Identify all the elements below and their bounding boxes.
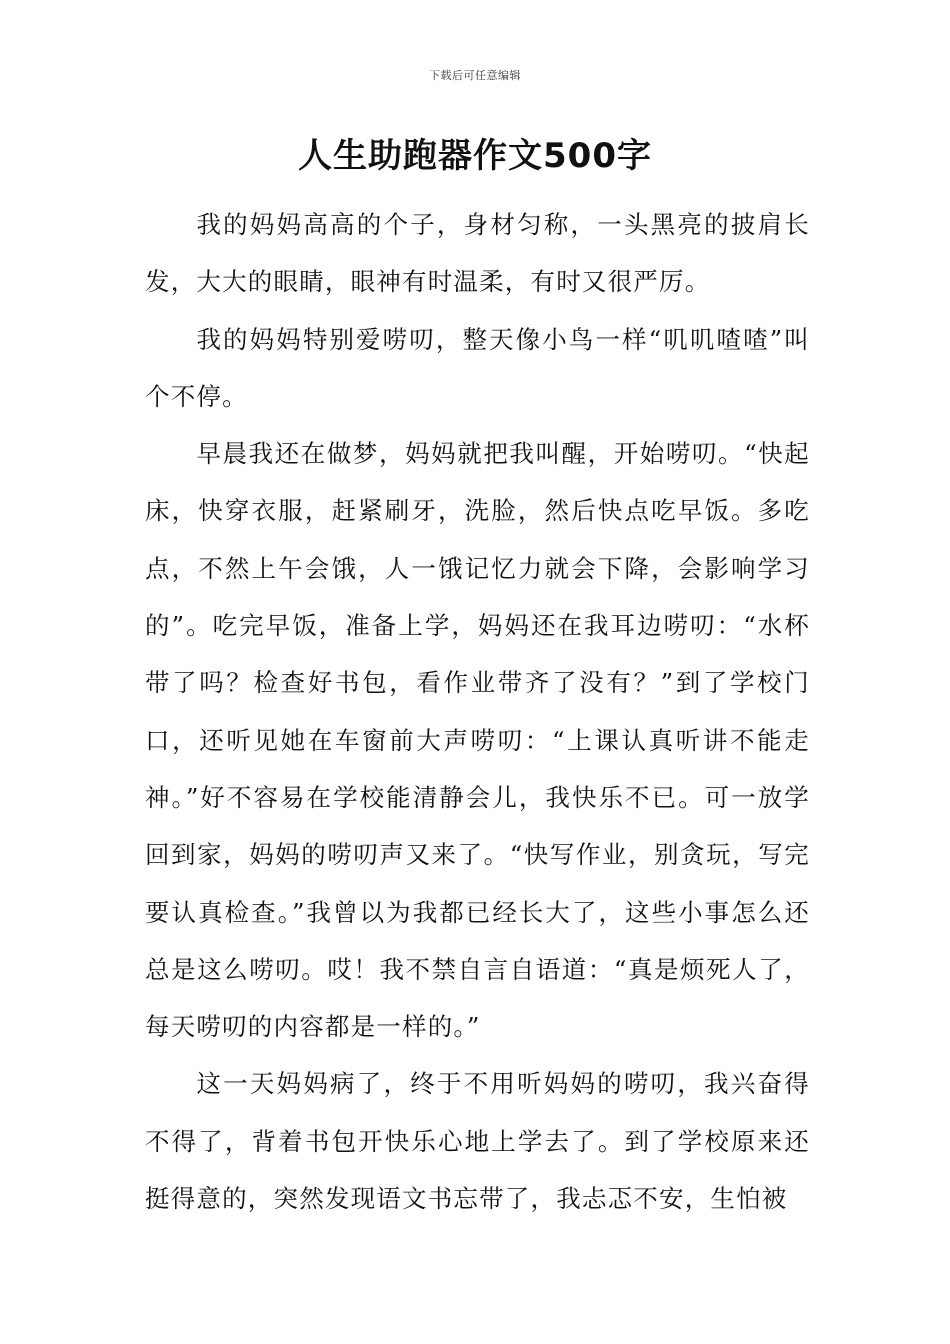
essay-body [145, 196, 810, 1227]
paragraph-1: 我的妈妈高高的个子，身材匀称，一头黑亮的披肩长发，大大的眼睛，眼神有时温柔，有时又很严厉。 [145, 210, 810, 297]
document-title: 人生助跑器作文500字 [298, 136, 652, 176]
paragraph-3: 早晨我还在做梦，妈妈就把我叫醒，开始唠叨。“快起床，快穿衣服，赶紧刷牙，洗脸，然后快点吃早饭。多吃点，不然上午会饿，人一饿记忆力就会下降，会影响学习的”。吃完早饭，准备上学，妈妈还在我耳边唠叨：“水杯带了吗？检查好书包，看作业带齐了没有？”到了学校门口，还听见她在车窗前大声唠叨：“上课认真听讲不能走神。”好不容易在学校能清静会儿，我快乐不已。可一放学回到家，妈妈的唠叨声又来了。“快写作业，别贪玩，写完要认真检查。”我曾以为我都已经长大了，这些小事怎么还总是这么唠叨。哎！我不禁自言自语道：“真是烦死人了，每天唠叨的内容都是一样的。” [145, 439, 810, 1042]
paragraph-4: 这一天妈妈病了，终于不用听妈妈的唠叨，我兴奋得不得了，背着书包开快乐心地上学去了。到了学校原来还挺得意的，突然发现语文书忘带了，我忐忑不安，生怕被 [145, 1069, 810, 1214]
paragraph-2: 我的妈妈特别爱唠叨，整天像小鸟一样“叽叽喳喳”叫个不停。 [145, 324, 810, 411]
header-note: 下载后可任意编辑 [429, 69, 521, 82]
